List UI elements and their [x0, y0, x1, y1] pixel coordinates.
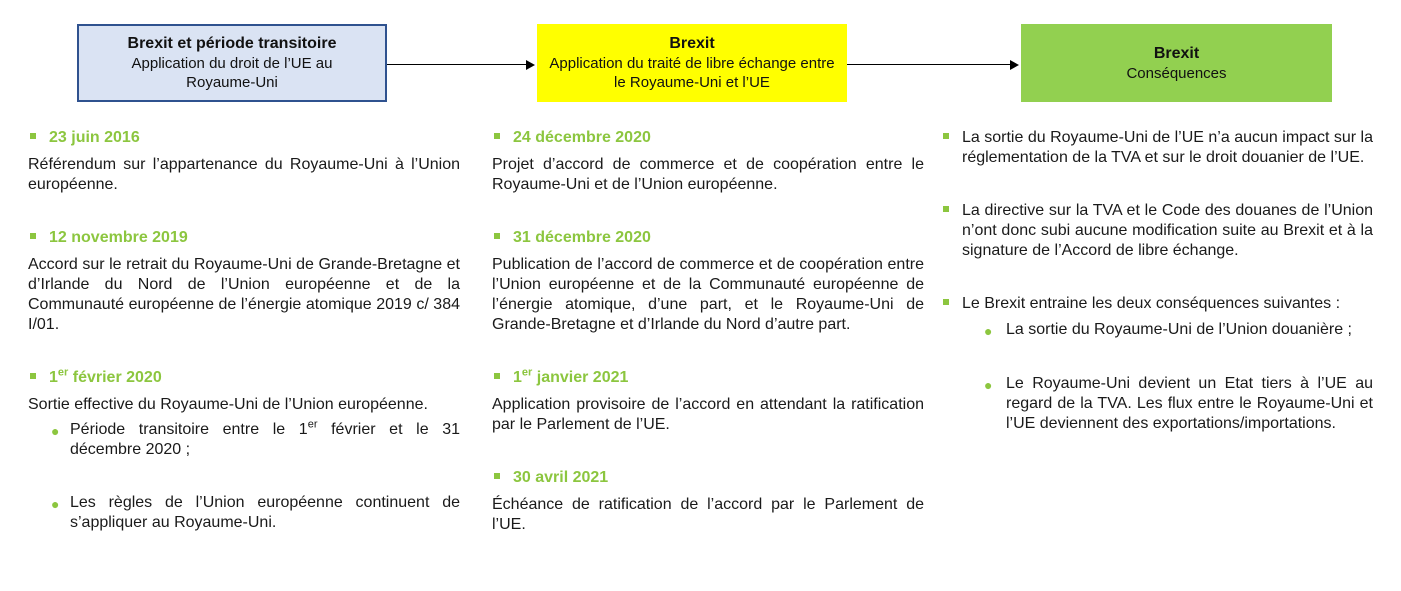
timeline-event: [28, 368, 460, 533]
event-description: Référendum sur l’appartenance du Royaume-Uni à l’Union européenne.: [28, 156, 460, 193]
event-date-text: 12 novembre 2019: [49, 229, 188, 246]
date-rest: février 2020: [68, 369, 162, 386]
point-text: La sortie du Royaume-Uni de l’UE n’a aucun impact sur la réglementation de la TVA et sur le droit douanier de l’UE.: [962, 129, 1373, 166]
sub-list-item: [28, 493, 460, 533]
sub-list-item: [940, 374, 1373, 434]
square-bullet-icon: [943, 299, 949, 305]
consequence-point: [940, 201, 1373, 261]
arrow-connector: [847, 64, 1017, 65]
timeline-event: [28, 228, 460, 335]
arrow-connector: [387, 64, 533, 65]
event-description: Publication de l’accord de commerce et de coopération entre l’Union européenne et de la Communauté européenne de l’énergie atomique, d’une part, et le Royaume-Uni de Grande-Bretagne et d’Irlande du Nord d’autre part.: [492, 256, 924, 333]
sub-item-text: Les règles de l’Union européenne continuent de s’appliquer au Royaume-Uni.: [70, 494, 460, 531]
dot-bullet-icon: ●: [984, 377, 993, 393]
square-bullet-icon: [494, 233, 500, 239]
arrow-head-icon: [1010, 60, 1019, 70]
box-subtitle: Application du traité de libre échange entre le Royaume-Uni et l’UE: [549, 55, 835, 91]
header-box-free-trade: [537, 24, 847, 102]
dot-bullet-icon: ●: [51, 423, 60, 439]
square-bullet-icon: [30, 133, 36, 139]
event-date-text: 24 décembre 2020: [513, 129, 651, 146]
event-date: [492, 368, 924, 388]
dot-bullet-icon: ●: [984, 323, 993, 339]
point-text: Le Brexit entraine les deux conséquences suivantes :: [962, 295, 1341, 312]
sub-list: [940, 320, 1373, 434]
event-date: [28, 368, 460, 388]
timeline-column-1: [28, 128, 460, 533]
event-date-text: 23 juin 2016: [49, 129, 140, 146]
square-bullet-icon: [494, 373, 500, 379]
ordinal-sup: er: [307, 418, 318, 431]
header-box-transition-period: [77, 24, 387, 102]
sub-item-text: Période transitoire entre le 1: [70, 421, 308, 438]
event-date: [28, 228, 460, 248]
square-bullet-icon: [30, 233, 36, 239]
event-date: [492, 468, 924, 488]
sub-item-text: La sortie du Royaume-Uni de l’Union douanière ;: [1006, 321, 1352, 338]
event-date: [28, 128, 460, 148]
dot-bullet-icon: ●: [51, 496, 60, 512]
sub-list-item: [940, 320, 1373, 340]
timeline-event: [492, 128, 924, 195]
date-ordinal: er: [57, 366, 69, 379]
event-date-text: 31 décembre 2020: [513, 229, 651, 246]
sub-item-text: Le Royaume-Uni devient un Etat tiers à l’UE au regard de la TVA. Les flux entre le Royaume-Uni et l’UE deviennent des exportations/importations.: [1006, 375, 1373, 432]
sub-list: [28, 420, 460, 533]
event-description: Application provisoire de l’accord en attendant la ratification par le Parlement de l’UE.: [492, 396, 924, 433]
event-description: Sortie effective du Royaume-Uni de l’Union européenne.: [28, 396, 428, 413]
sub-item-text: février et le 31 décembre 2020 ;: [70, 421, 461, 458]
consequence-point: [940, 128, 1373, 168]
square-bullet-icon: [494, 133, 500, 139]
timeline-event: [492, 468, 924, 535]
box-title: Brexit: [1153, 44, 1200, 62]
date-ordinal: er: [521, 366, 533, 379]
timeline-event: [28, 128, 460, 195]
square-bullet-icon: [943, 206, 949, 212]
header-box-consequences: [1021, 24, 1332, 102]
event-description: Échéance de ratification de l’accord par le Parlement de l’UE.: [492, 496, 924, 533]
square-bullet-icon: [30, 373, 36, 379]
arrow-head-icon: [526, 60, 535, 70]
square-bullet-icon: [943, 133, 949, 139]
square-bullet-icon: [494, 473, 500, 479]
event-description: Projet d’accord de commerce et de coopération entre le Royaume-Uni et de l’Union européenne.: [492, 156, 924, 193]
sub-list-item: [28, 420, 460, 460]
timeline-column-2: [492, 128, 924, 535]
date-rest: janvier 2021: [532, 369, 629, 386]
event-date-text: 30 avril 2021: [513, 469, 609, 486]
consequences-column: [940, 128, 1373, 434]
timeline-event: [492, 368, 924, 435]
event-date: [492, 228, 924, 248]
date-day: 1: [513, 369, 522, 386]
timeline-event: [492, 228, 924, 335]
box-title: Brexit: [669, 35, 715, 52]
event-description: Accord sur le retrait du Royaume-Uni de Grande-Bretagne et d’Irlande du Nord de l’Union européenne et de la Communauté européenne de l’énergie atomique 2019 c/ 384 I/01.: [28, 256, 460, 333]
date-day: 1: [49, 369, 58, 386]
point-text: La directive sur la TVA et le Code des douanes de l’Union n’ont donc subi aucune modification suite au Brexit et à la signature de l’Accord de libre échange.: [962, 202, 1373, 259]
box-subtitle: Conséquences: [1126, 64, 1227, 82]
event-date: [492, 128, 924, 148]
box-title: Brexit et période transitoire: [127, 35, 337, 52]
consequence-point: [940, 294, 1373, 314]
box-subtitle: Application du droit de l’UE au Royaume-Uni: [131, 55, 333, 91]
